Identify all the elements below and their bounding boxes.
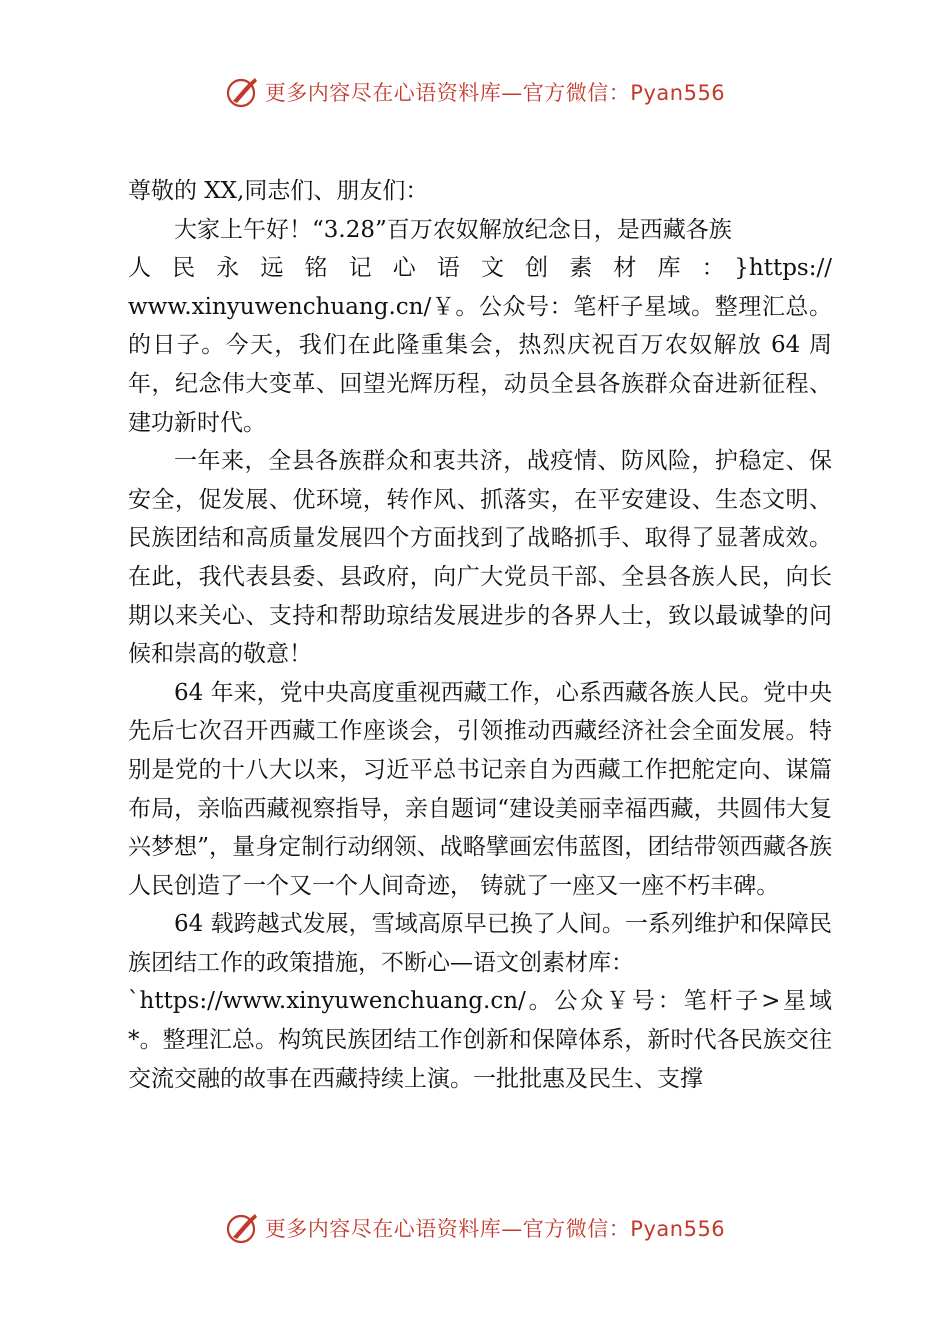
- pen-logo-icon: [225, 1211, 259, 1245]
- paragraph: 64 载跨越式发展，雪域高原早已换了人间。一系列维护和保障民族团结工作的政策措施，不断心—语文创素材库：: [128, 911, 832, 976]
- banner-text: 更多内容尽在心语资料库—官方微信：Pyan556: [264, 1217, 726, 1241]
- paragraph: 人民永远铭记心语文创素材库：}https://: [128, 255, 832, 282]
- document-body: [128, 172, 832, 1098]
- paragraph: `https://www.xinyuwenchuang.cn/。公众￥号：笔杆子>星域*。整理汇总。构筑民族团结工作创新和保障体系，新时代各民族交往交流交融的故事在西藏持续上演。一批批惠及民生、支撑: [128, 988, 832, 1092]
- salutation: 尊敬的 XX,同志们、朋友们：: [128, 178, 429, 204]
- paragraph: 大家上午好！“3.28”百万农奴解放纪念日，是西藏各族: [174, 216, 732, 243]
- paragraph: 64 年来，党中央高度重视西藏工作，心系西藏各族人民。党中央先后七次召开西藏工作座谈会，引领推动西藏经济社会全面发展。特别是党的十八大以来，习近平总书记亲自为西藏工作把舵定向、谋篇布局，亲临西藏视察指导，亲自题词“建设美丽幸福西藏，共圆伟大复兴梦想”，量身定制行动纲领、战略擘画宏伟蓝图，团结带领西藏各族人民创造了一个又一个人间奇迹， 铸就了一座又一座不朽丰碑。: [128, 679, 832, 899]
- paragraph: www.xinyuwenchuang.cn/￥。公众号：笔杆子星域。整理汇总。的日子。今天，我们在此隆重集会，热烈庆祝百万农奴解放 64 周年，纪念伟大变革、回望光辉历程，动员全县各族群众奋进新征程、建功新时代。: [128, 293, 832, 436]
- paragraph: 一年来，全县各族群众和衷共济，战疫情、防风险，护稳定、保安全，促发展、优环境，转作风、抓落实，在平安建设、生态文明、民族团结和高质量发展四个方面找到了战略抓手、取得了显著成效。在此，我代表县委、县政府，向广大党员干部、全县各族人民，向长期以来关心、支持和帮助琼结发展进步的各界人士，致以最诚挚的问候和崇高的敬意！: [128, 448, 832, 668]
- footer-banner: [0, 1208, 950, 1248]
- header-banner: [0, 72, 950, 112]
- banner-text: 更多内容尽在心语资料库—官方微信：Pyan556: [264, 81, 726, 105]
- pen-logo-icon: [225, 75, 259, 109]
